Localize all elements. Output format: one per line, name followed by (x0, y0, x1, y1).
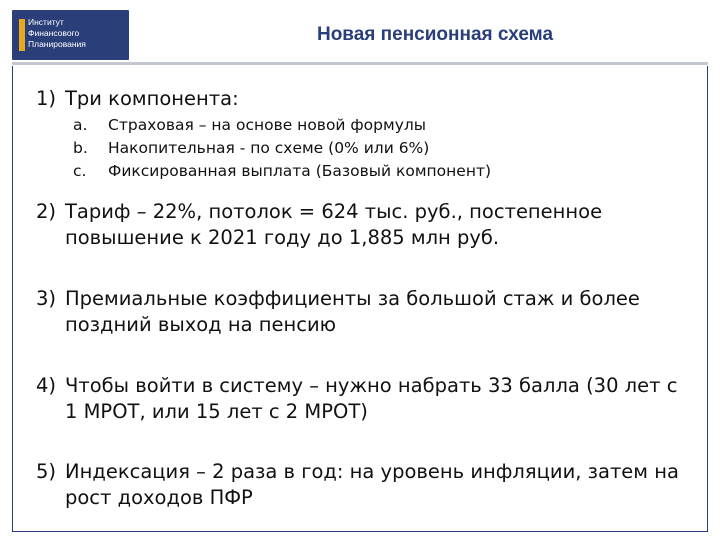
sub-letter: c. (73, 162, 87, 180)
list-item-1 (36, 86, 696, 112)
list-item-5 (36, 459, 696, 511)
item-text: Тариф – 22%, потолок = 624 тыс. руб., постепенное повышение к 2021 году до 1,885 млн руб. (65, 200, 603, 249)
list-item-3 (36, 286, 696, 338)
item-text: Чтобы войти в систему – нужно набрать 33 балла (30 лет с 1 МРОТ, или 15 лет с 2 МРОТ) (65, 374, 678, 423)
sublist-item-b (73, 137, 429, 159)
list-item-4 (36, 373, 696, 425)
logo-accent-bar (19, 19, 25, 51)
slide-title: Новая пенсионная схема (316, 24, 554, 45)
logo-line-2: Финансового (28, 28, 80, 38)
sub-text: Страховая – на основе новой формулы (108, 116, 427, 134)
logo-line-3: Планирования (28, 39, 86, 49)
item-text: Премиальные коэффициенты за большой стаж и более поздний выход на пенсию (65, 287, 640, 336)
item-number: 5) (36, 460, 57, 483)
sub-text: Фиксированная выплата (Базовый компонент) (108, 162, 492, 180)
sub-text: Накопительная - по схеме (0% или 6%) (108, 139, 430, 157)
item-text: Индексация – 2 раза в год: на уровень инфляции, затем на рост доходов ПФР (65, 460, 679, 509)
logo-line-1: Институт (28, 17, 64, 27)
list-item-2 (36, 199, 696, 251)
institute-logo (12, 10, 129, 60)
item-text: Три компонента: (65, 87, 239, 110)
item-number: 4) (36, 374, 57, 397)
item-number: 1) (36, 87, 57, 110)
item-number: 2) (36, 200, 57, 223)
item-number: 3) (36, 287, 57, 310)
sub-letter: a. (73, 116, 88, 134)
logo-text (28, 17, 86, 50)
sub-letter: b. (73, 139, 88, 157)
sublist-item-c (73, 160, 491, 182)
sublist-item-a (73, 114, 426, 136)
title-divider (12, 62, 708, 65)
